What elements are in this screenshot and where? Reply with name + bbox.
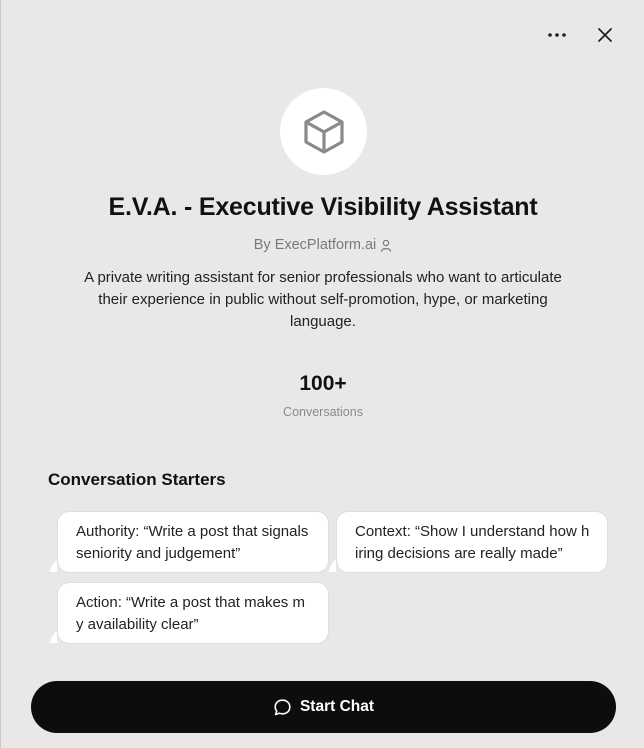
starter-text: Context: “Show I understand how hiring decisions are really made”	[355, 523, 590, 562]
chat-bubble-icon	[273, 698, 292, 717]
cube-icon	[299, 107, 349, 157]
starter-text: Action: “Write a post that makes my availability clear”	[76, 594, 305, 633]
starter-text: Authority: “Write a post that signals seniority and judgement”	[76, 523, 309, 562]
gpt-description: A private writing assistant for senior professionals who want to articulate their experience in public without self-promotion, hype, or marketing language.	[84, 269, 562, 330]
starter-card-context[interactable]	[336, 511, 608, 573]
bubble-tail	[328, 560, 336, 572]
gpt-avatar	[280, 88, 367, 175]
starter-card-action[interactable]	[57, 582, 329, 644]
modal-actions	[544, 22, 618, 48]
bubble-tail	[49, 560, 57, 572]
starter-card-authority[interactable]	[57, 511, 329, 573]
gpt-title: E.V.A. - Executive Visibility Assistant	[108, 193, 538, 221]
author-label: By ExecPlatform.ai	[253, 237, 377, 253]
close-button[interactable]	[592, 22, 618, 48]
start-chat-button[interactable]	[31, 681, 616, 733]
conversation-count-label: Conversations	[283, 405, 363, 419]
close-icon	[597, 27, 613, 43]
ellipsis-icon	[547, 32, 567, 38]
bubble-tail	[49, 631, 57, 643]
conversation-count: 100+	[299, 372, 347, 395]
person-icon	[380, 239, 392, 252]
more-options-button[interactable]	[544, 22, 570, 48]
gpt-author[interactable]	[1, 237, 644, 253]
start-chat-label: Start Chat	[299, 698, 375, 715]
starters-heading: Conversation Starters	[48, 470, 226, 489]
